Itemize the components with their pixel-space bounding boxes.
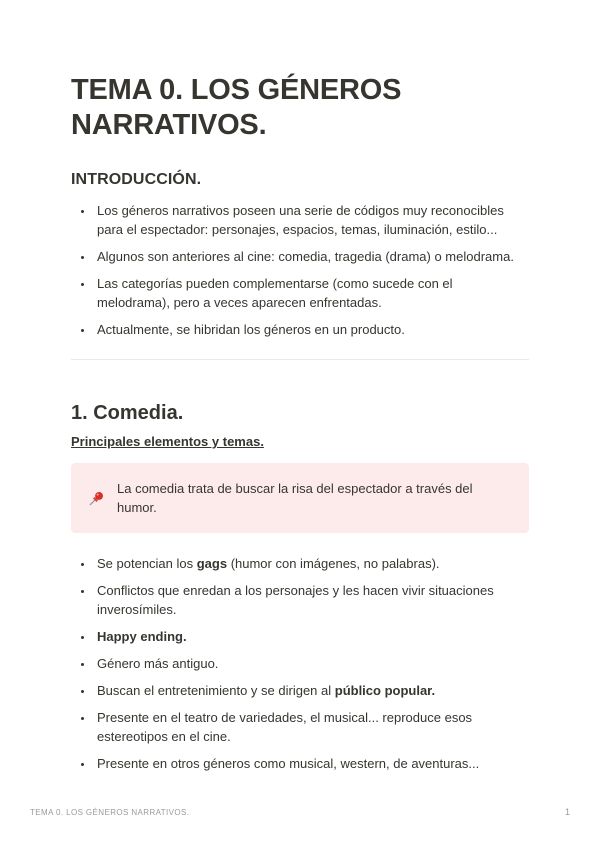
callout xyxy=(71,463,529,533)
page-title: TEMA 0. LOS GÉNEROS NARRATIVOS. xyxy=(71,74,402,141)
list-item-text: Se potencian los xyxy=(97,556,197,571)
list-item-text: (humor con imágenes, no palabras). xyxy=(227,556,440,571)
callout-text: La comedia trata de buscar la risa del espectador a través del humor. xyxy=(117,481,473,515)
list-item-text: Presente en otros géneros como musical, western, de aventuras... xyxy=(97,756,480,771)
list-item-text-bold: gags xyxy=(196,556,228,571)
pushpin-icon xyxy=(88,490,105,507)
list-item-text-bold: público popular. xyxy=(334,683,436,698)
list-item-text-bold: Happy ending. xyxy=(97,629,187,644)
section-heading-comedia: 1. Comedia. xyxy=(71,402,184,424)
list-item-text: Las categorías pueden complementarse (como sucede con el melodrama), pero a veces aparecen enfrentadas. xyxy=(97,276,453,310)
list-item xyxy=(94,681,529,700)
divider xyxy=(71,359,529,360)
subheading-principales-elementos: Principales elementos y temas. xyxy=(71,434,264,449)
list-item xyxy=(94,201,529,239)
list-item-text: Buscan el entretenimiento y se dirigen al xyxy=(97,683,335,698)
footer-title: TEMA 0. LOS GÉNEROS NARRATIVOS. xyxy=(30,808,190,817)
list-item xyxy=(94,581,529,619)
list-item xyxy=(94,554,529,573)
intro-bullet-list xyxy=(71,201,529,339)
list-item xyxy=(94,320,529,339)
intro-heading: INTRODUCCIÓN. xyxy=(71,171,202,188)
footer-page-number: 1 xyxy=(564,807,570,817)
list-item-text: Género más antiguo. xyxy=(97,656,219,671)
list-item-text: Presente en el teatro de variedades, el musical... reproduce esos estereotipos en el cine. xyxy=(97,710,473,744)
list-item xyxy=(94,708,529,746)
list-item-text: Actualmente, se hibridan los géneros en un producto. xyxy=(97,322,405,337)
list-item-text: Los géneros narrativos poseen una serie de códigos muy reconocibles para el espectador: personajes, espacios, temas, iluminación, estilo... xyxy=(97,203,504,237)
list-item xyxy=(94,654,529,673)
list-item xyxy=(94,247,529,266)
comedy-bullet-list xyxy=(71,554,529,773)
list-item xyxy=(94,754,529,773)
list-item-text: Conflictos que enredan a los personajes y les hacen vivir situaciones inverosímiles. xyxy=(97,583,494,617)
page-footer xyxy=(30,807,570,817)
list-item xyxy=(94,627,529,646)
list-item xyxy=(94,274,529,312)
list-item-text: Algunos son anteriores al cine: comedia, tragedia (drama) o melodrama. xyxy=(97,249,514,264)
